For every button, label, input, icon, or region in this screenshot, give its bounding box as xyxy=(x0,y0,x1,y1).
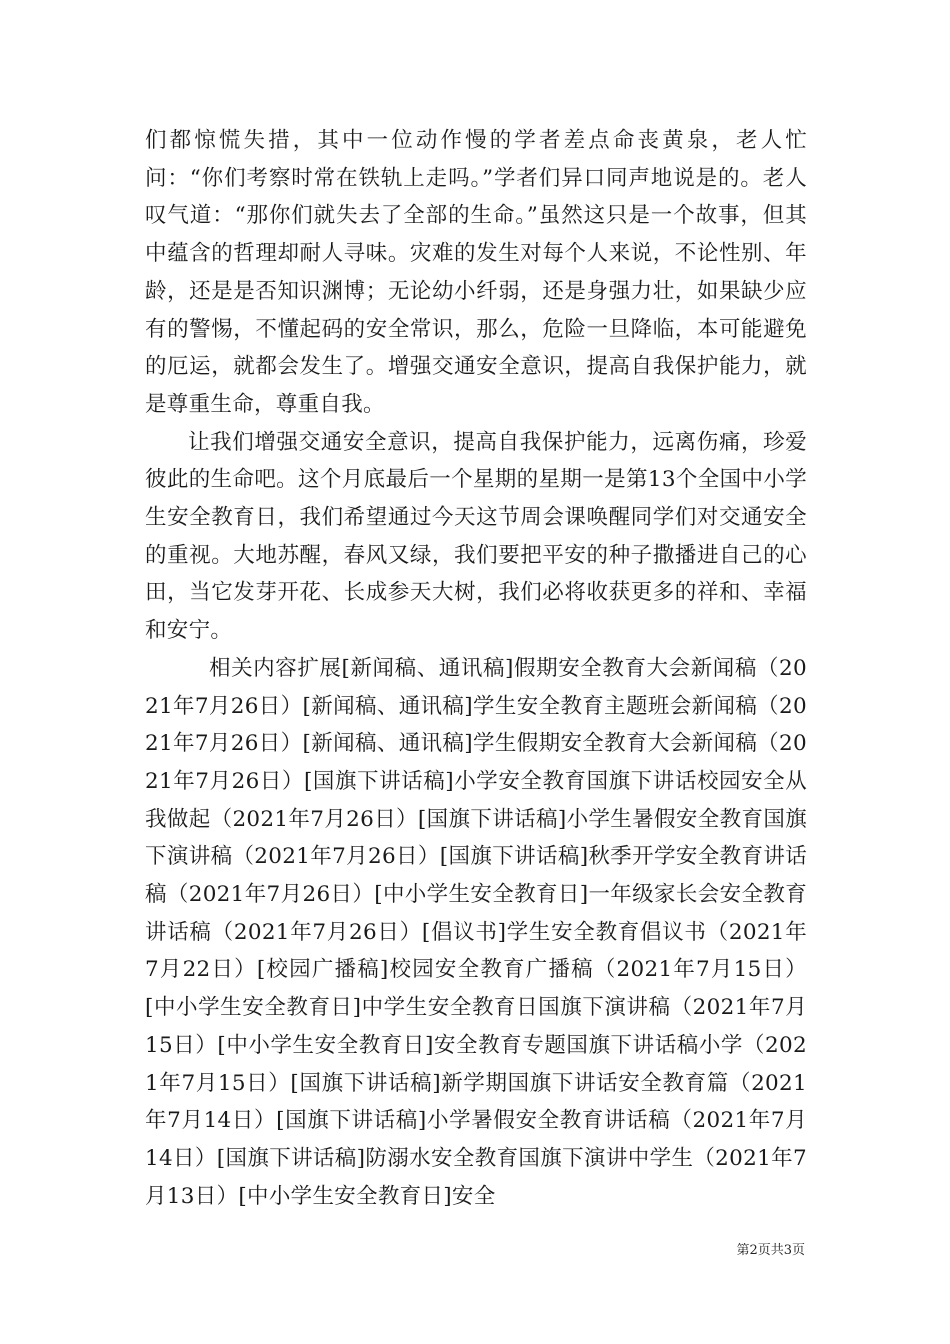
page-number-footer: 第2页共3页 xyxy=(736,1243,805,1258)
paragraph-call-to-action: 让我们增强交通安全意识，提高自我保护能力，远离伤痛，珍爱彼此的生命吧。这个月底最后一个星期的星期一是第13个全国中小学生安全教育日，我们希望通过今天这节周会课唤醒同学们对交通安全的重视。大地苏醒，春风又绿，我们要把平安的种子撒播进自己的心田，当它发芽开花、长成参天大树，我们必将收获更多的祥和、幸福和安宁。 xyxy=(145,429,807,644)
document-body xyxy=(145,122,807,1215)
paragraph-story-continuation: 们都惊慌失措，其中一位动作慢的学者差点命丧黄泉，老人忙问：“你们考察时常在铁轨上走吗。”学者们异口同声地说是的。老人叹气道：“那你们就失去了全部的生命。”虽然这只是一个故事，但其中蕴含的哲理却耐人寻味。灾难的发生对每个人来说，不论性别、年龄，还是是否知识渊博；无论幼小纤弱，还是身强力壮，如果缺少应有的警惕，不懂起码的安全常识，那么，危险一旦降临，本可能避免的厄运，就都会发生了。增强交通安全意识，提高自我保护能力，就是尊重生命，尊重自我。 xyxy=(145,128,807,417)
paragraph-related-content: 相关内容扩展[新闻稿、通讯稿]假期安全教育大会新闻稿（2021年7月26日）[新闻稿、通讯稿]学生安全教育主题班会新闻稿（2021年7月26日）[新闻稿、通讯稿]学生假期安全教育大会新闻稿（2021年7月26日）[国旗下讲话稿]小学安全教育国旗下讲话校园安全从我做起（2021年7月26日）[国旗下讲话稿]小学生暑假安全教育国旗下演讲稿（2021年7月26日）[国旗下讲话稿]秋季开学安全教育讲话稿（2021年7月26日）[中小学生安全教育日]一年级家长会安全教育讲话稿（2021年7月26日）[倡议书]学生安全教育倡议书（2021年7月22日）[校园广播稿]校园安全教育广播稿（2021年7月15日）[中小学生安全教育日]中学生安全教育日国旗下演讲稿（2021年7月15日）[中小学生安全教育日]安全教育专题国旗下讲话稿小学（2021年7月15日）[国旗下讲话稿]新学期国旗下讲话安全教育篇（2021年7月14日）[国旗下讲话稿]小学暑假安全教育讲话稿（2021年7月14日）[国旗下讲话稿]防溺水安全教育国旗下演讲中学生（2021年7月13日）[中小学生安全教育日]安全 xyxy=(145,655,807,1209)
